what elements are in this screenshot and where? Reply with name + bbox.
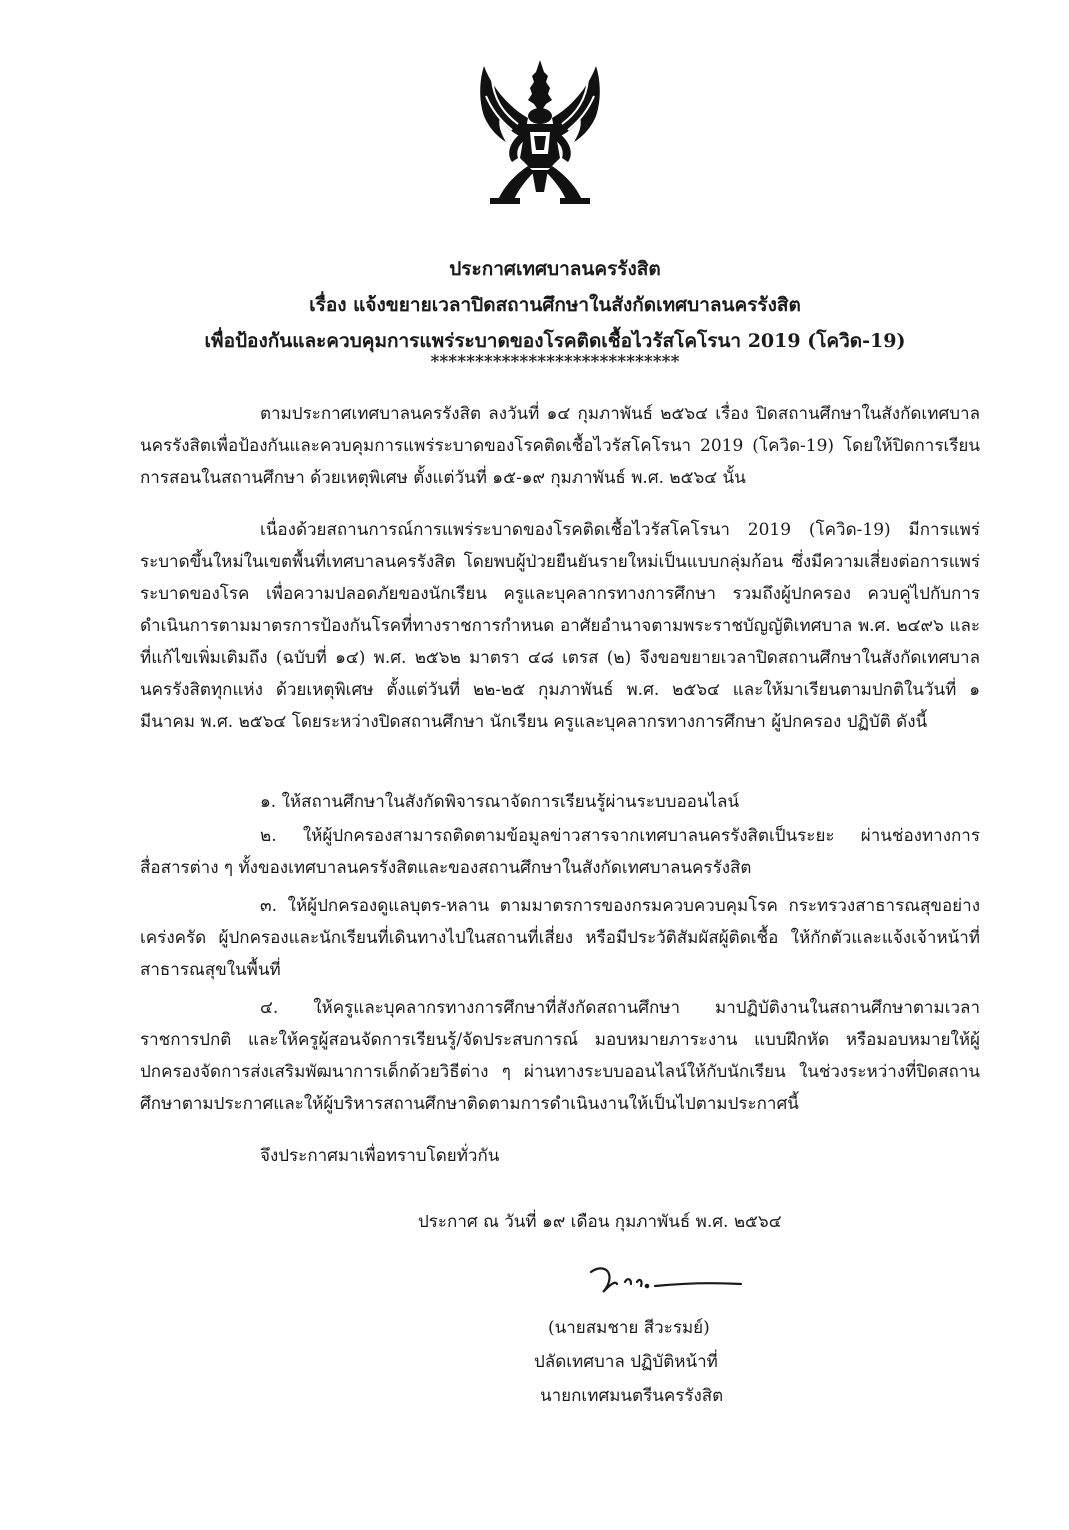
paragraph-text: ตามประกาศเทศบาลนครรังสิต ลงวันที่ ๑๔ กุมภาพันธ์ ๒๕๖๔ เรื่อง ปิดสถานศึกษาในสังกัดเทศบาลนครรังสิตเพื่อป้องกันและควบคุมการแพร่ระบาดของโรคติดเชื้อไวรัสโคโรนา 2019 (โควิด-19) โดยให้ปิดการเรียนการสอนในสถานศึกษา ด้วยเหตุพิเศษ ตั้งแต่วันที่ ๑๕-๑๙ กุมภาพันธ์ พ.ศ. ๒๕๖๔ นั้น bbox=[140, 404, 980, 488]
signer-position: ปลัดเทศบาล ปฏิบัติหน้าที่ bbox=[534, 1352, 718, 1372]
list-item: ๒. ให้ผู้ปกครองสามารถติดตามข้อมูลข่าวสารจากเทศบาลนครรังสิตเป็นระยะ ผ่านช่องทางการสื่อสารต่าง ๆ ทั้งของเทศบาลนครรังสิตและของสถานศึกษาในสังกัดเทศบาลนครรังสิต bbox=[140, 826, 980, 878]
paragraph-reference bbox=[140, 398, 980, 494]
signer-position-acting: นายกเทศมนตรีนครรังสิต bbox=[540, 1386, 724, 1406]
announcement-title: ประกาศเทศบาลนครรังสิต bbox=[449, 258, 661, 280]
list-item: ๑. ให้สถานศึกษาในสังกัดพิจารณาจัดการเรียนรู้ผ่านระบบออนไลน์ bbox=[260, 792, 740, 812]
announcement-purpose: เพื่อป้องกันและควบคุมการแพร่ระบาดของโรคติดเชื้อไวรัสโคโรนา 2019 (โควิด-19) bbox=[204, 330, 906, 352]
announcement-subject: เรื่อง แจ้งขยายเวลาปิดสถานศึกษาในสังกัดเทศบาลนครรังสิต bbox=[309, 294, 801, 316]
separator-line: **************************** bbox=[430, 352, 680, 372]
garuda-emblem-icon bbox=[470, 58, 610, 206]
signature-icon bbox=[585, 1258, 745, 1304]
paragraph-situation bbox=[140, 514, 980, 738]
list-item: ๔. ให้ครูและบุคลากรทางการศึกษาที่สังกัดสถานศึกษา มาปฏิบัติงานในสถานศึกษาตามเวลาราชการปกติ และให้ครูผู้สอนจัดการเรียนรู้/จัดประสบการณ์ มอบหมายภาระงาน แบบฝึกหัด หรือมอบหมายให้ผู้ปกครองจัดการส่งเสริมพัฒนาการเด็กด้วยวิธีต่าง ๆ ผ่านทางระบบออนไลน์ให้กับนักเรียน ในช่วงระหว่างที่ปิดสถานศึกษาตามประกาศและให้ผู้บริหารสถานศึกษาติดตามการดำเนินงานให้เป็นไปตามประกาศนี้ bbox=[140, 998, 980, 1114]
closing-statement: จึงประกาศมาเพื่อทราบโดยทั่วกัน bbox=[260, 1146, 500, 1166]
paragraph-text: เนื่องด้วยสถานการณ์การแพร่ระบาดของโรคติดเชื้อไวรัสโคโรนา 2019 (โควิด-19) มีการแพร่ระบาดขึ้นใหม่ในเขตพื้นที่เทศบาลนครรังสิต โดยพบผู้ป่วยยืนยันรายใหม่เป็นแบบกลุ่มก้อน ซึ่งมีความเสี่ยงต่อการแพร่ระบาดของโรค เพื่อความปลอดภัยของนักเรียน ครูและบุคลากรทางการศึกษา รวมถึงผู้ปกครอง ควบคู่ไปกับการดำเนินการตามมาตรการป้องกันโรคที่ทางราชการกำหนด อาศัยอำนาจตามพระราชบัญญัติเทศบาล พ.ศ. ๒๔๙๖ และที่แก้ไขเพิ่มเติมถึง (ฉบับที่ ๑๔) พ.ศ. ๒๕๖๒ มาตรา ๔๘ เตรส (๒) จึงขอขยายเวลาปิดสถานศึกษาในสังกัดเทศบาลนครรังสิตทุกแห่ง ด้วยเหตุพิเศษ ตั้งแต่วันที่ ๒๒-๒๕ กุมภาพันธ์ พ.ศ. ๒๕๖๔ และให้มาเรียนตามปกติในวันที่ ๑ มีนาคม พ.ศ. ๒๕๖๔ โดยระหว่างปิดสถานศึกษา นักเรียน ครูและบุคลากรทางการศึกษา ผู้ปกครอง ปฏิบัติ ดังนี้ bbox=[140, 520, 980, 732]
signer-name: (นายสมชาย สีวะรมย์) bbox=[548, 1318, 710, 1338]
announcement-date: ประกาศ ณ วันที่ ๑๙ เดือน กุมภาพันธ์ พ.ศ. ๒๕๖๔ bbox=[418, 1212, 782, 1232]
list-item: ๓. ให้ผู้ปกครองดูแลบุตร-หลาน ตามมาตรการของกรมควบควบคุมโรค กระทรวงสาธารณสุขอย่างเคร่งครัด ผู้ปกครองและนักเรียนที่เดินทางไปในสถานที่เสี่ยง หรือมีประวัติสัมผัสผู้ติดเชื้อ ให้กักตัวและแจ้งเจ้าหน้าที่สาธารณสุขในพื้นที่ bbox=[140, 896, 980, 980]
